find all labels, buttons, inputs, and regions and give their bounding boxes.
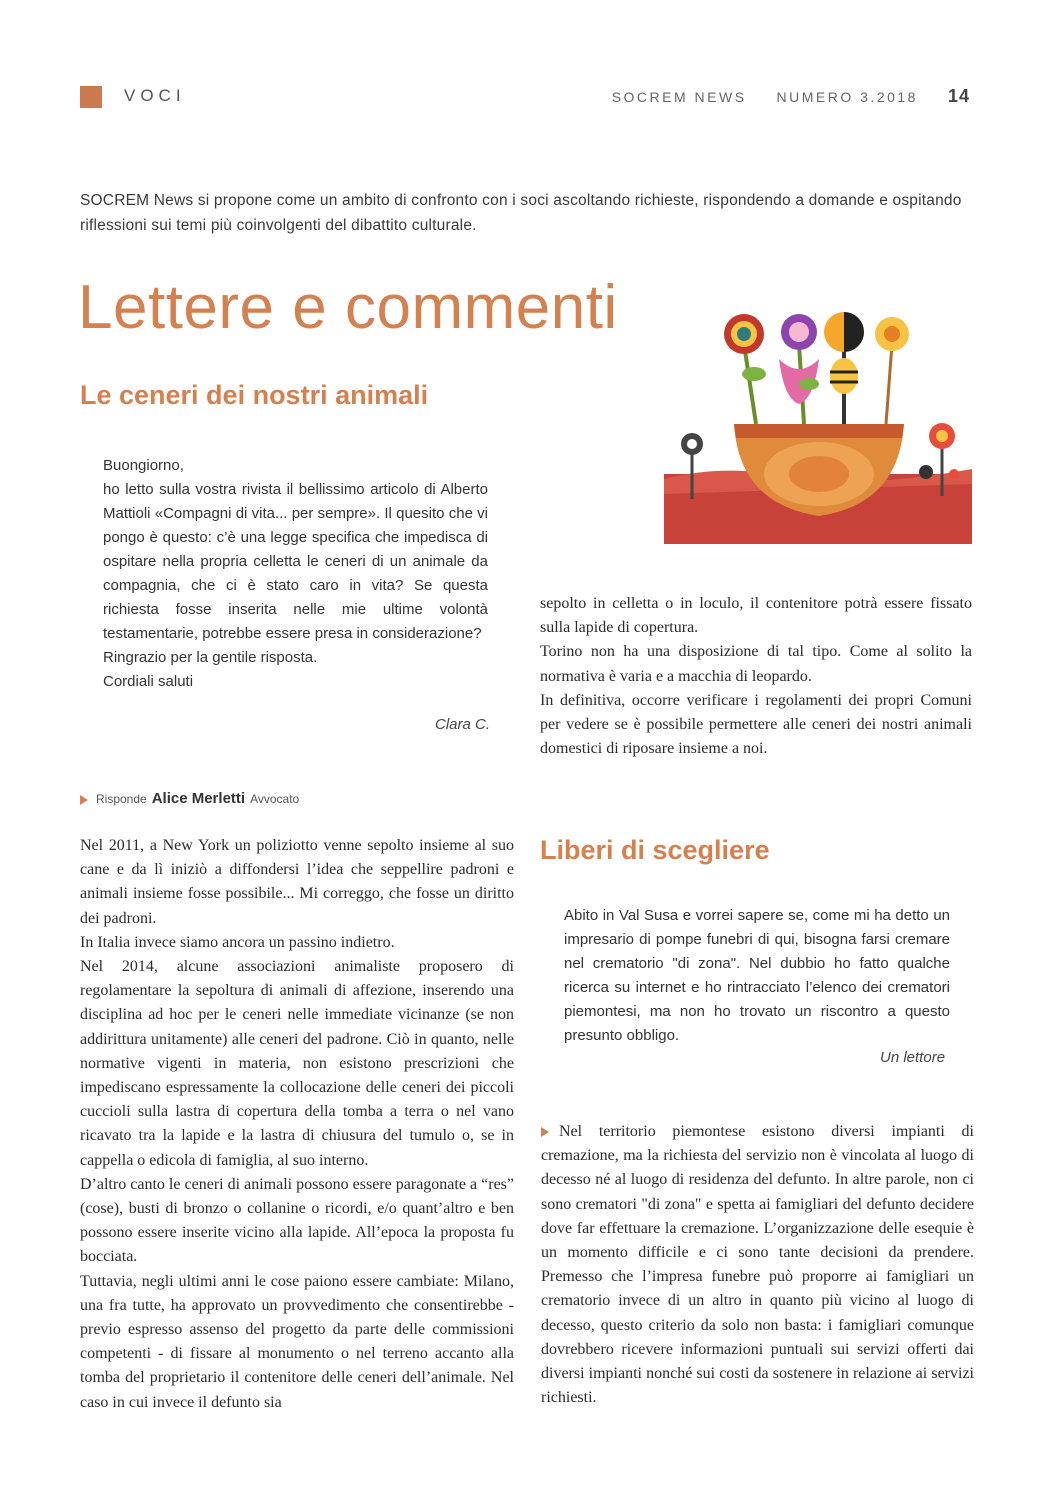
letter-paragraph: Buongiorno,: [103, 457, 184, 474]
answer-byline: [80, 790, 299, 807]
body-paragraph: In definitiva, occorre verificare i regolamenti dei propri Comuni per vedere se è possibile permettere alle ceneri dei nostri animali domestici di riposare insieme a noi.: [540, 691, 972, 758]
flowers-illustration: [664, 304, 972, 544]
letter-paragraph: Ringrazio per la gentile risposta.: [103, 649, 318, 666]
reader-letter: [103, 454, 488, 694]
article-heading: Le ceneri dei nostri animali: [80, 380, 429, 410]
publication-name: SOCREM NEWS: [611, 89, 747, 105]
reader-letter: Abito in Val Susa e vorrei sapere se, come mi ha detto un impresario di pompe funebri di qui, bisogna farsi cremare nel crematorio "di zona". Nel dubbio ho fatto qualche ricerca su internet e ho rintracciato l’elenco dei crematori piemontesi, ma non ho trovato un riscontro a questo presunto obbligo.: [564, 907, 950, 1044]
body-paragraph: Tuttavia, negli ultimi anni le cose paiono essere cambiate: Milano, una fra tutte, ha approvato un provvedimento che consentirebbe - previo espresso assenso del progetto da parte delle commissioni competenti - di fissare al monumento o nel terreno accanto alla tomba del proprietario il contenitore delle ceneri dell’animale. Nel caso in cui invece il defunto sia: [80, 1272, 514, 1411]
body-paragraph: Nel 2011, a New York un poliziotto venne sepolto insieme al suo cane e da lì iniziò a diffondersi l’idea che seppellire padroni e animali insieme fosse possibile... Mi correggo, che fosse un diritto dei padroni.: [80, 837, 514, 927]
author-name: Alice Merletti: [151, 790, 246, 807]
letter-signature: Un lettore: [880, 1049, 946, 1066]
bullet-triangle-icon: [80, 795, 88, 805]
byline-prefix: Risponde: [96, 792, 147, 806]
body-paragraph: D’altro canto le ceneri di animali possono essere paragonate a “res” (cose), busti di bronzo o collanine o ricordi, e/o quant’altro e ben possono essere inserite vicino alla lapide. All’epoca la proposta fu bocciata.: [80, 1175, 514, 1266]
body-paragraph: Nel 2014, alcune associazioni animaliste proposero di regolamentare la sepoltura di animali di affezione, inserendo una disciplina ad hoc per le ceneri nelle immediate vicinanze (se non addirittura unitamente) alle ceneri del padrone. Ciò in quanto, nelle normative vigenti in materia, non esistono prescrizioni che impediscano espressamente la collocazione delle ceneri dei piccoli cuccioli sulla lastra di copertura della tomba a terra o nel vano ricavato tra la lapide e la lastra di chiusura del tumulo o, se in cappella o edicola di famiglia, al suo interno.: [80, 958, 514, 1169]
section-marker: [80, 86, 102, 108]
answer-text: Nel territorio piemontese esistono diversi impianti di cremazione, ma la richiesta del servizio non è vincolata al luogo di decesso né al luogo di residenza del defunto. In altre parole, non ci sono crematori "di zona" e spetta ai famigliari del defunto decidere dove far effettuare la cremazione. L’organizzazione delle esequie è un momento difficile e ci sono tante decisioni da prendere. Premesso che l’impresa funebre può proporre ai famigliari un crematorio invece di un altro in quanto più vicino al luogo di decesso, questo criterio da solo non basta: i famigliari comunque dovrebbero ricevere informazioni puntuali sui servizi offerti dai diversi impianti nonché sui costi da sostenere in relazione ai servizi richiesti.: [541, 1123, 974, 1407]
running-header: [612, 86, 970, 107]
answer-body-right: [540, 592, 972, 761]
letter-paragraph: Cordiali saluti: [103, 673, 194, 690]
letter-signature: Clara C.: [435, 716, 491, 733]
issue-number: NUMERO 3.2018: [776, 89, 918, 105]
article-heading: Liberi di scegliere: [540, 835, 770, 865]
answer-body: [541, 1120, 974, 1410]
bullet-triangle-icon: [541, 1127, 549, 1137]
section-label: VOCI: [124, 86, 186, 105]
answer-body-left: [80, 834, 514, 1415]
body-paragraph: sepolto in celletta o in loculo, il contenitore potrà essere fissato sulla lapide di copertura.: [540, 595, 972, 637]
author-role: Avvocato: [250, 792, 300, 806]
body-paragraph: Torino non ha una disposizione di tal tipo. Come al solito la normativa è varia e a macchia di leopardo.: [540, 643, 972, 685]
intro-text: SOCREM News si propone come un ambito di confronto con i soci ascoltando richieste, rispondendo a domande e ospitando riflessioni sui temi più coinvolgenti del dibattito culturale.: [80, 192, 962, 234]
letter-paragraph: ho letto sulla vostra rivista il bellissimo articolo di Alberto Mattioli «Compagni di vita... per sempre». Il quesito che vi pongo è questo: c’è una legge specifica che impedisca di ospitare nella propria celletta le ceneri di un animale da compagnia, che ci è stato caro in vita? Se questa richiesta fosse inserita nelle mie ultime volontà testamentarie, potrebbe essere presa in considerazione?: [103, 481, 488, 642]
page-title: Lettere e commenti: [78, 273, 618, 342]
page-number: 14: [947, 86, 970, 106]
body-paragraph: In Italia invece siamo ancora un passino indietro.: [80, 933, 395, 951]
